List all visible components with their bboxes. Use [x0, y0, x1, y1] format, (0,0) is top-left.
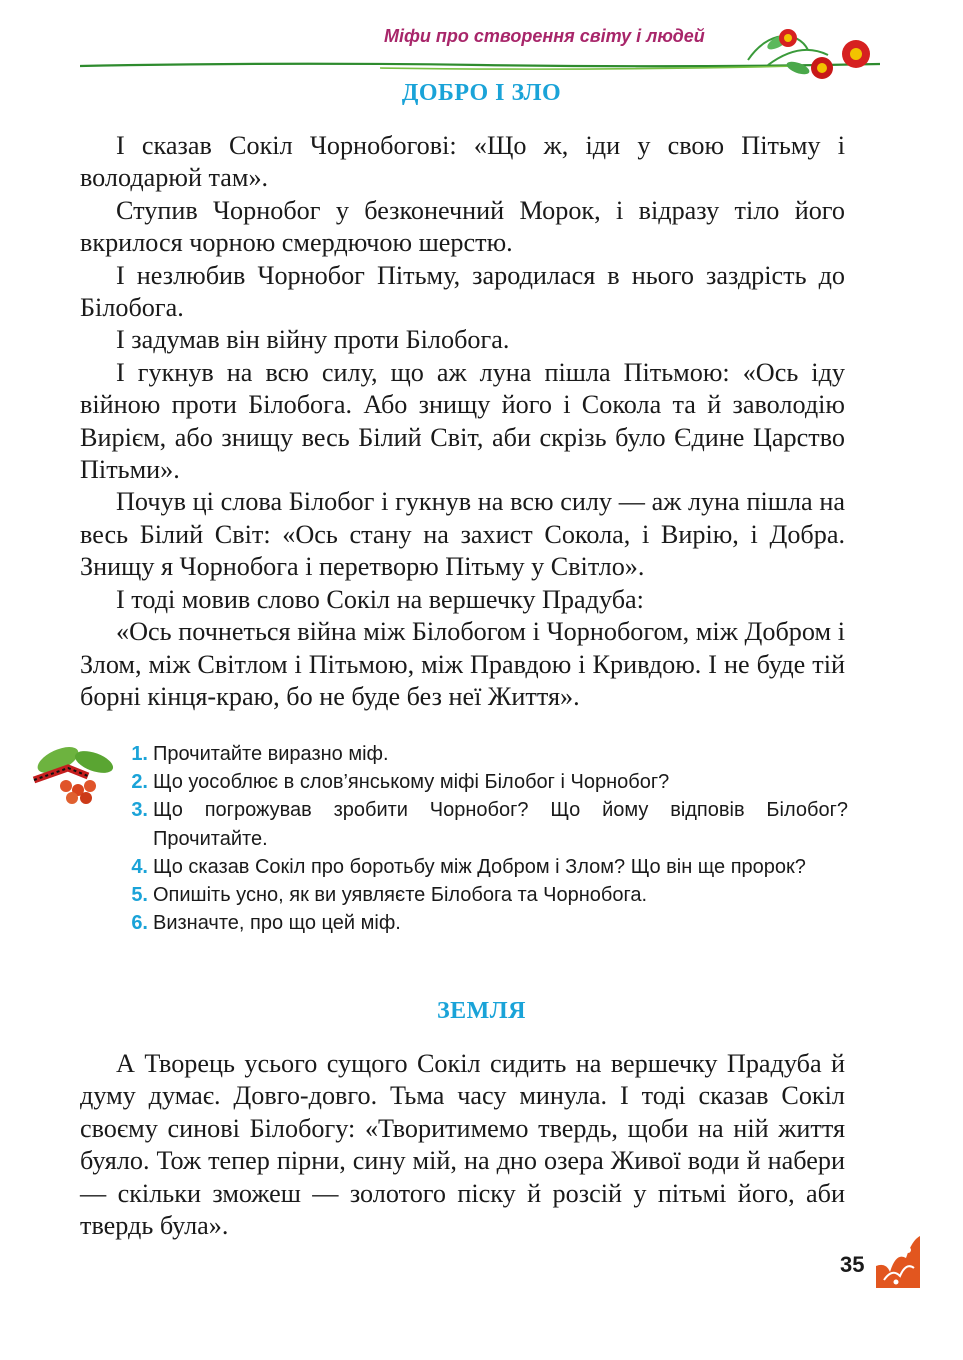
question-text: Прочитайте виразно міф.: [153, 743, 389, 765]
paragraph: «Ось почнеться війна між Білобогом і Чорнобогом, між Добром і Злом, між Світлом і Пітьмою, між Правдою і Кривдою. І не буде тій борні кінця-краю, бо не буде без неї Життя».: [80, 617, 845, 711]
paragraph: І гукнув на всю силу, що аж луна пішла Пітьмою: «Ось іду війною проти Білобога. Або знищу його і Сокола та й заволодію Вирієм, або знищу весь Білий Світ, аби скрізь було Єдине Царство Пітьми».: [80, 357, 845, 485]
question-item: [118, 768, 848, 796]
question-text: Що сказав Сокіл про боротьбу між Добром і Злом? Що він ще пророк?: [153, 855, 806, 878]
viburnum-berries-icon: [28, 740, 118, 806]
question-number: 5.: [131, 884, 148, 907]
question-text: Що уособлює в слов’янському міфі Білобог і Чорнобог?: [153, 771, 670, 794]
paragraph: І тоді мовив слово Сокіл на вершечку Прадуба:: [116, 584, 644, 614]
paragraph: А Творець усього сущого Сокіл сидить на вершечку Прадуба й думу думає. Довго-довго. Тьма часу минула. І тоді сказав Сокіл своєму синові Білобогу: «Творитимемо твердь, щоби на ній життя буяло. Тож тепер пірни, сину мій, на дно озера Живої води й набери — скільки зможеш — золотого піску й розсій у пітьмі його, аби твердь була».: [80, 1049, 845, 1241]
paragraph: І незлюбив Чорнобог Пітьму, зародилася в нього заздрість до Білобога.: [80, 260, 845, 323]
question-item: [118, 853, 848, 881]
question-item: [118, 881, 848, 909]
page-number: 35: [840, 1252, 865, 1277]
question-item: [118, 796, 848, 852]
section-title-dobro-i-zlo: ДОБРО І ЗЛО: [401, 80, 562, 106]
question-text: Визначте, про що цей міф.: [153, 912, 401, 935]
question-number: 2.: [131, 771, 148, 794]
section2-body: [80, 1048, 845, 1242]
question-number: 3.: [131, 799, 148, 822]
paragraph: І сказав Сокіл Чорнобогові: «Що ж, іди у свою Пітьму і володарюй там».: [80, 131, 845, 193]
paragraph: Почув ці слова Білобог і гукнув на всю силу — аж луна пішла на весь Білий Світ: «Ось стану на захист Сокола, і Вирію, і Добра. Знищу я Чорнобога і перетворю Пітьму у Світло».: [80, 487, 845, 582]
question-number: 6.: [131, 912, 148, 935]
paragraph: Ступив Чорнобог у безконечний Морок, і відразу тіло його вкрилося чорною смердючою шерстю.: [80, 195, 845, 258]
question-number: 4.: [131, 855, 148, 878]
running-header-title: Міфи про створення світу і людей: [384, 26, 705, 46]
question-text: Що погрожував зробити Чорнобог? Що йому відповів Білобог? Прочитайте.: [153, 799, 848, 850]
section-title-zemlia: ЗЕМЛЯ: [436, 998, 527, 1024]
question-text: Опишіть усно, як ви уявляєте Білобога та Чорнобога.: [153, 884, 647, 907]
corner-ornament-icon: [872, 1232, 924, 1292]
paragraph: І задумав він війну проти Білобога.: [116, 325, 510, 355]
question-item: [118, 740, 848, 768]
question-item: [118, 909, 848, 937]
question-number: 1.: [131, 743, 148, 765]
question-list: [118, 740, 848, 937]
section1-body: [80, 130, 845, 713]
